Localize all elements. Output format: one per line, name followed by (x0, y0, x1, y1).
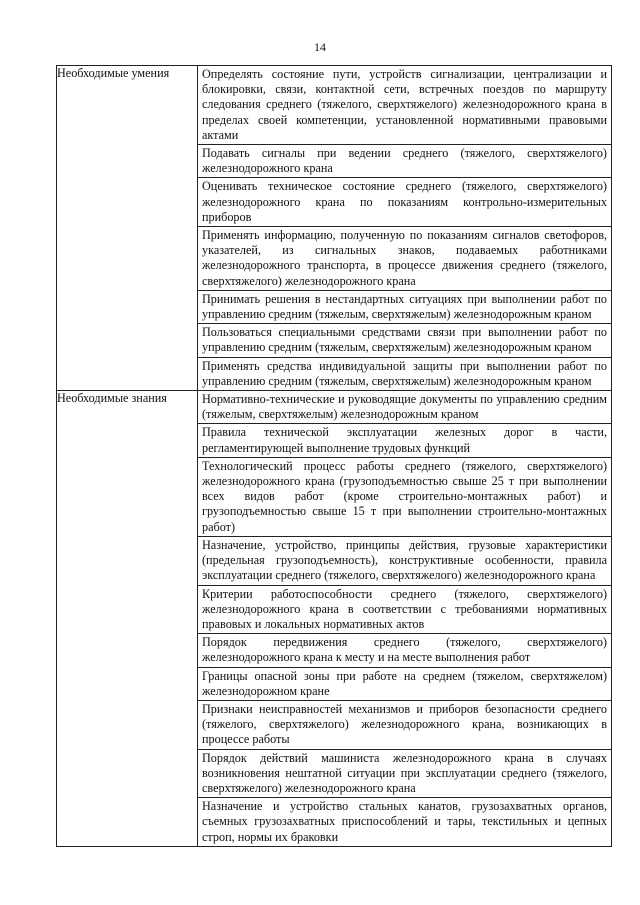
knowledge-list (198, 391, 612, 847)
skill-item: Оценивать техническое состояние среднего (тяжелого, сверхтяжелого) железнодорожного крана по показаниям контрольно-измерительных приборов (198, 177, 611, 226)
knowledge-item: Признаки неисправностей механизмов и приборов безопасности среднего (тяжелого, сверхтяжелого) железнодорожного крана, возникающих в процессе работы (198, 700, 611, 749)
requirements-table (56, 65, 612, 847)
page-number: 14 (314, 40, 326, 54)
knowledge-item: Порядок передвижения среднего (тяжелого, сверхтяжелого) железнодорожного крана к месту и на месте выполнения работ (198, 633, 611, 666)
knowledge-item: Порядок действий машиниста железнодорожного крана в случаях возникновения нештатной ситуации при эксплуатации среднего (тяжелого, сверхтяжелого) железнодорожного крана (198, 749, 611, 798)
skills-row (57, 66, 612, 391)
knowledge-row (57, 391, 612, 847)
knowledge-item: Критерии работоспособности среднего (тяжелого, сверхтяжелого) железнодорожного крана в соответствии с требованиями нормативных правовых и локальных нормативных актов (198, 585, 611, 634)
skill-item: Применять средства индивидуальной защиты при выполнении работ по управлению средним (тяжелым, сверхтяжелым) железнодорожным краном (198, 357, 611, 390)
skills-list (198, 66, 612, 391)
skill-item: Определять состояние пути, устройств сигнализации, централизации и блокировки, связи, контактной сети, встречных поездов по маршруту следования среднего (тяжелого, сверхтяжелого) железнодорожного крана в пределах своей компетенции, установленной нормативными правовыми актами (202, 67, 607, 142)
skill-item: Пользоваться специальными средствами связи при выполнении работ по управлению средним (тяжелым, сверхтяжелым) железнодорожным краном (198, 323, 611, 356)
knowledge-item: Границы опасной зоны при работе на среднем (тяжелом, сверхтяжелом) железнодорожном кране (198, 667, 611, 700)
knowledge-item: Назначение, устройство, принципы действия, грузовые характеристики (предельная грузоподъемность), конструктивные особенности, правила эксплуатации среднего (тяжелого, сверхтяжелого) железнодорожного крана (198, 536, 611, 585)
knowledge-item: Правила технической эксплуатации железных дорог в части, регламентирующей выполнение трудовых функций (198, 423, 611, 456)
skill-item: Принимать решения в нестандартных ситуациях при выполнении работ по управлению средним (тяжелым, сверхтяжелым) железнодорожным краном (198, 290, 611, 323)
knowledge-item: Назначение и устройство стальных канатов, грузозахватных органов, съемных грузозахватных приспособлений и тары, текстильных и цепных строп, нормы их браковки (198, 797, 611, 846)
knowledge-item: Нормативно-технические и руководящие документы по управлению средним (тяжелым, сверхтяжелым) железнодорожным краном (202, 392, 607, 422)
knowledge-item: Технологический процесс работы среднего (тяжелого, сверхтяжелого) железнодорожного крана (грузоподъемностью свыше 25 т при выполнении всех видов работ (кроме строительно-монтажных работ) и грузоподъемностью свыше 15 т при выполнении строительно-монтажных работ) (198, 457, 611, 536)
knowledge-label: Необходимые знания (57, 391, 198, 847)
skill-item: Подавать сигналы при ведении среднего (тяжелого, сверхтяжелого) железнодорожного крана (198, 144, 611, 177)
skills-label: Необходимые умения (57, 66, 198, 391)
skill-item: Применять информацию, полученную по показаниям сигналов светофоров, указателей, из сигнальных знаков, подаваемых работниками железнодорожного транспорта, в процессе движения среднего (тяжелого, сверхтяжелого) железнодорожного крана (198, 226, 611, 290)
